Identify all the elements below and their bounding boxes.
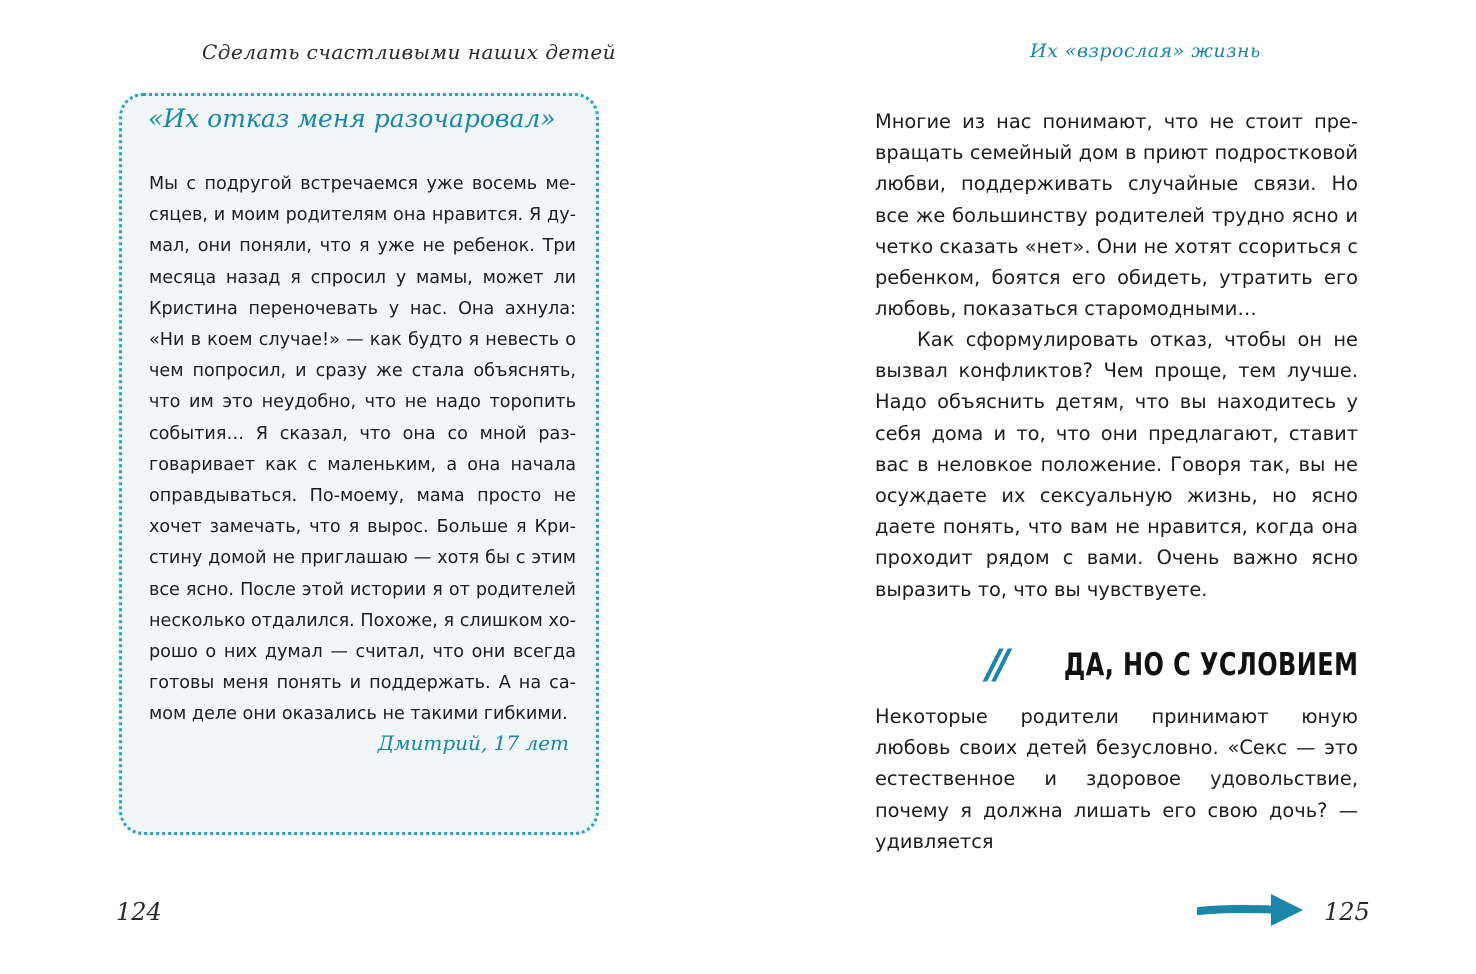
paragraph-2: Как сформулировать отказ, чтобы он не вызвал конфликтов? Чем проще, тем лучше. Надо объяснить детям, что вы находитесь у себя дома и то, что они предлагают, ставит вас в неловкое положение. Говоря так, вы не осуждаете их сексуальную жизнь, но ясно даете понять, что вам не нравится, когда она проходит рядом с вами. Очень важно ясно выразить то, что вы чувствуете. — [875, 328, 1358, 601]
section-marker: // — [986, 642, 1004, 688]
right-arrow-icon — [1197, 889, 1307, 929]
running-head-right: Их «взрослая» жизнь — [1030, 40, 1261, 62]
paragraph-1: Многие из нас понимают, что не стоит превращать семейный дом в приют подростковой любви, поддерживать случайные связи. Но все же большинству родителей трудно ясно и четко сказать «нет». Они не хотят ссориться с ребенком, боятся его обидеть, утратить его любовь, показаться старомодными… — [875, 110, 1358, 321]
section-heading-text: ДА, НО С УСЛОВИЕМ — [1063, 647, 1358, 683]
story-signature: Дмитрий, 17 лет — [377, 731, 569, 755]
paragraph-3: Некоторые родители принимают юную любовь своих детей безусловно. «Секс — это естественное и здоровое удовольствие, почему я должна лишать его свою дочь? — удивляется — [875, 705, 1358, 853]
story-body: Мы с подругой встречаемся уже восемь месяцев, и моим родителям она нравится. Я думал, они поняли, что я уже не ребенок. Три месяца назад я спросил у мамы, может ли Кристина переночевать у нас. Она ахнула: «Ни в коем случае!» — как будто я невесть о чем попросил, и сразу же стала объяснять, что им это неудобно, что не надо торопить события… Я сказал, что она со мной разговаривает как с маленьким, а она начала оправдываться. По-моему, мама просто не хочет замечать, что я вырос. Больше я Кристину домой не приглашаю — хотя бы с этим все ясно. После этой истории я от родителей несколько отдалился. Похоже, я слишком хорошо о них думал — считал, что они всегда готовы меня понять и поддержать. А на самом деле они оказались не такими гибкими. — [149, 174, 576, 725]
page-number-right: 125 — [1324, 898, 1370, 926]
page-number-left: 124 — [116, 898, 162, 926]
running-head-left: Сделать счастливыми наших детей — [202, 40, 617, 64]
section-heading — [986, 642, 1358, 688]
right-page — [738, 0, 1476, 974]
story-box — [119, 93, 599, 835]
story-title: «Их отказ меня разочаровал» — [148, 104, 556, 133]
